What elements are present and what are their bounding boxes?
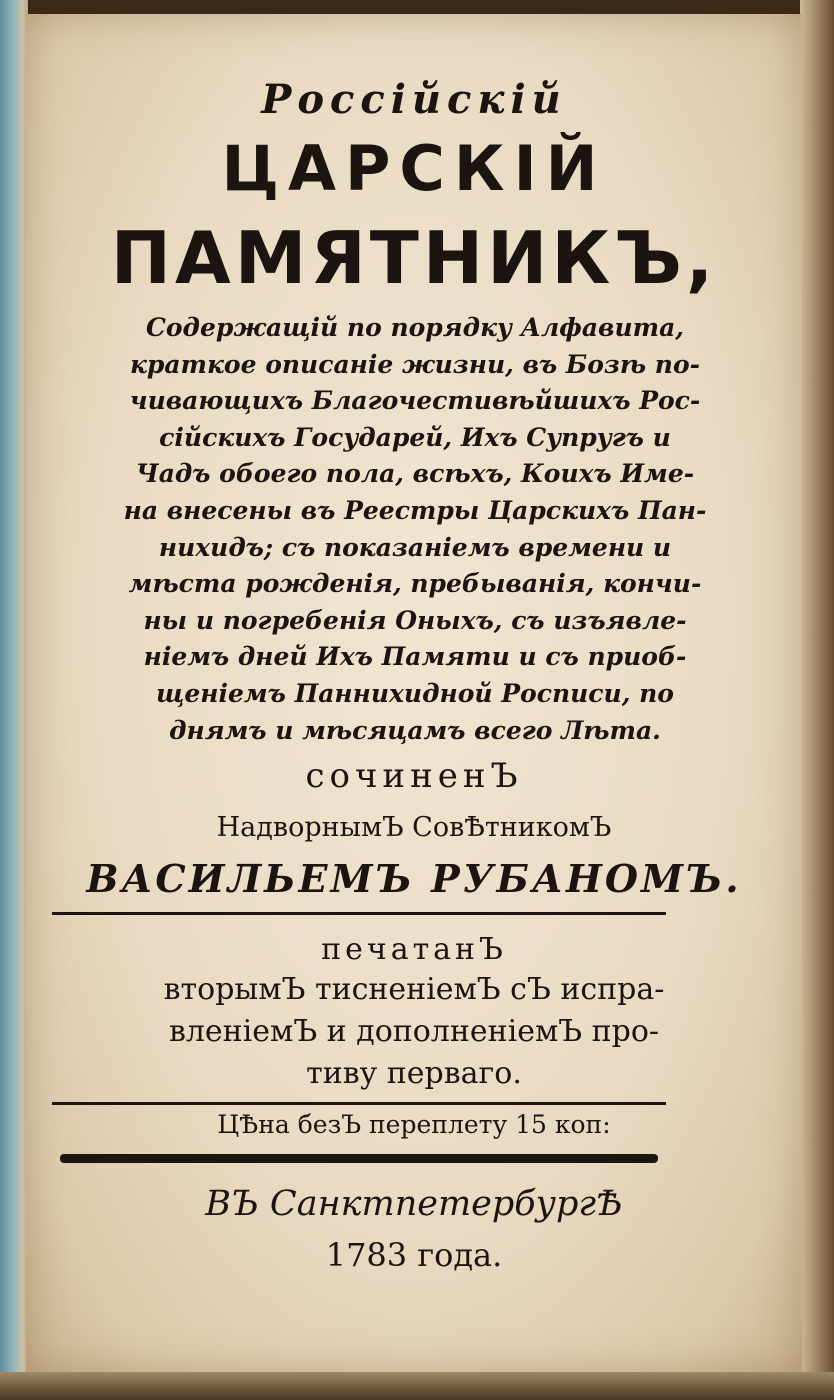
description-line: ны и погребенія Оныхъ, съ изъявле- [143, 605, 687, 635]
divider-rule [52, 1102, 666, 1105]
divider-rule [52, 912, 666, 915]
edition-line: вторымЪ тисненіемЪ сЪ испра- [163, 972, 665, 1007]
description-line: щеніемъ Паннихидной Росписи, по [156, 678, 674, 708]
book-cover-edge [0, 0, 28, 1400]
description-line: днямъ и мѣсяцамъ всего Лѣта. [169, 715, 661, 745]
price-line: ЦѢна безЪ переплету 15 коп: [217, 1110, 611, 1139]
edition-line: тиву перваго. [306, 1056, 522, 1091]
description-line: чивающихъ Благочестивѣйшихъ Рос- [129, 386, 701, 416]
description-line: Чадъ обоего пола, всѣхъ, Коихъ Име- [135, 459, 695, 489]
edition-line: вленіемЪ и дополненіемЪ про- [168, 1014, 660, 1049]
description-block [50, 310, 780, 749]
imprint-city: ВЪ СанктпетербургѢ [205, 1184, 623, 1224]
composed-label: сочиненЪ [305, 756, 523, 796]
page-stack-edge [800, 0, 834, 1400]
title-line-1: Россійскій [261, 76, 567, 123]
description-line: краткое описаніе жизни, въ Бозѣ по- [129, 349, 701, 379]
imprint-year: 1783 года. [325, 1236, 503, 1274]
author-name: ВАСИЛЬЕМЪ РУБАНОМЪ. [86, 856, 742, 901]
printed-label: печатанЪ [321, 932, 507, 967]
title-page [26, 14, 802, 1372]
ornamental-rule [60, 1154, 658, 1163]
description-line: нихидъ; съ показаніемъ времени и [158, 532, 672, 562]
description-line: на внесены въ Реестры Царскихъ Пан- [123, 495, 707, 525]
title-line-3: ПАМЯТНИКЪ, [110, 216, 718, 300]
description-line: мѣста рожденія, пребыванія, кончи- [128, 569, 702, 599]
description-line: ніемъ дней Ихъ Памяти и съ приоб- [143, 642, 687, 672]
description-line: сійскихъ Государей, Ихъ Супругъ и [159, 422, 671, 452]
page-bottom-edge [0, 1372, 834, 1400]
description-line: Содержащій по порядку Алфавита, [145, 313, 684, 342]
title-line-2: ЦАРСКІЙ [221, 132, 607, 205]
author-rank: НадворнымЪ СовѢтникомЪ [216, 812, 612, 843]
